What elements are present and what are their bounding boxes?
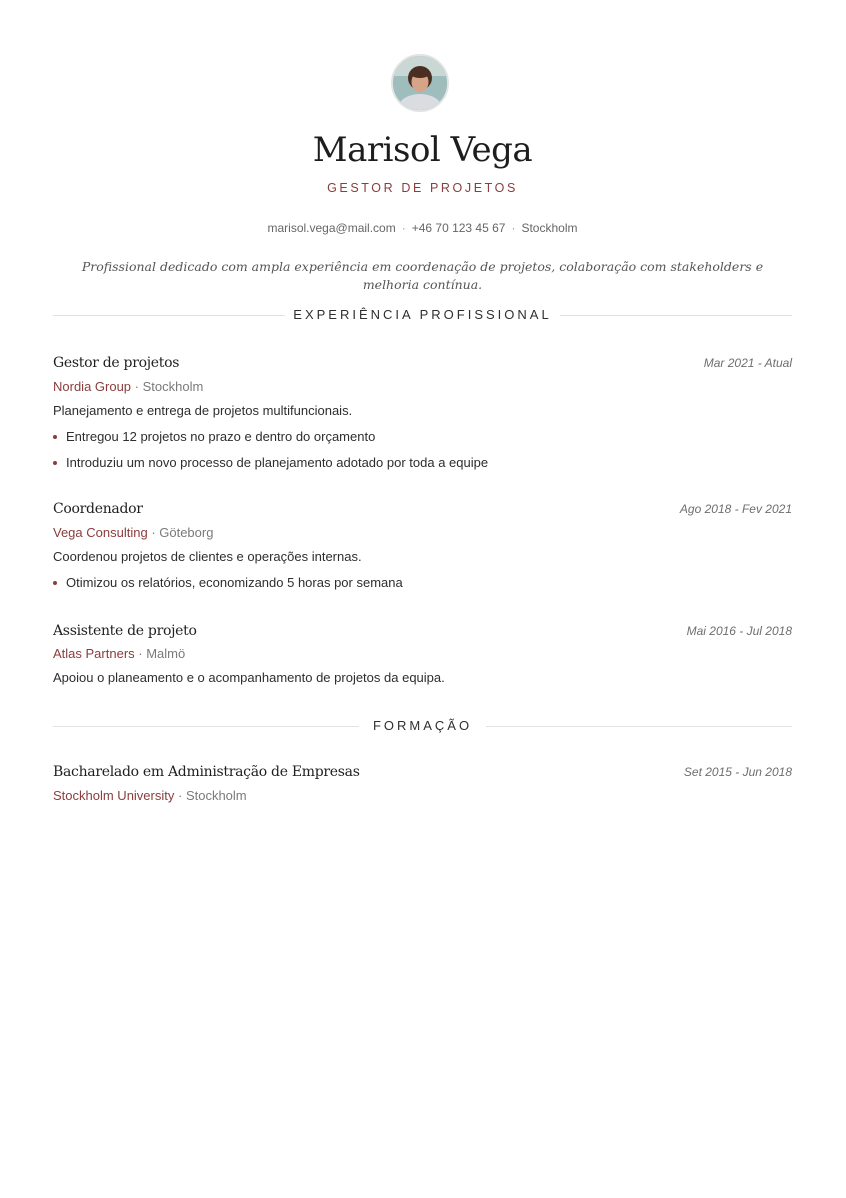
list-item: [53, 574, 403, 600]
company-location: · Göteborg: [151, 525, 214, 540]
section-rule-left: [53, 315, 285, 316]
company-location: · Malmö: [138, 646, 186, 661]
experience-entry: [53, 499, 792, 599]
entry-title: Assistente de projeto: [53, 623, 197, 639]
company-name: Vega Consulting: [53, 525, 148, 540]
phone-text: +46 70 123 45 67: [411, 221, 506, 235]
entry-organization: [53, 378, 203, 396]
entry-date: Mar 2021 - Atual: [703, 356, 792, 370]
entry-description: Coordenou projetos de clientes e operações internas.: [53, 549, 362, 564]
entry-organization: [53, 787, 247, 805]
bullet-text: Introduziu um novo processo de planejamento adotado por toda a equipe: [66, 455, 489, 470]
company-name: Atlas Partners: [53, 646, 135, 661]
list-item: [53, 454, 488, 480]
experience-entry: [53, 621, 792, 691]
entry-description: Apoiou o planeamento e o acompanhamento de projetos da equipa.: [53, 670, 445, 685]
section-rule-right: [486, 726, 792, 727]
entry-title: Gestor de projetos: [53, 355, 180, 371]
education-section-heading: [53, 717, 792, 735]
entry-date: Set 2015 - Jun 2018: [683, 765, 792, 779]
entry-title: Coordenador: [53, 501, 143, 517]
company-location: · Stockholm: [134, 379, 204, 394]
experience-entry: [53, 353, 792, 483]
entry-organization: [53, 524, 213, 542]
contact-separator: ·: [401, 221, 406, 235]
entry-date: Ago 2018 - Fev 2021: [679, 502, 792, 516]
profile-photo-avatar: [391, 54, 449, 112]
section-rule-left: [53, 726, 359, 727]
entry-date: Mai 2016 - Jul 2018: [686, 624, 792, 638]
education-entry: [53, 762, 792, 812]
city-text: Stockholm: [521, 221, 578, 235]
candidate-name: Marisol Vega: [312, 130, 533, 170]
achievement-list: [53, 428, 488, 480]
bullet-dot-icon: [53, 581, 57, 585]
bullet-dot-icon: [53, 461, 57, 465]
section-title: FORMAÇÃO: [359, 717, 486, 735]
entry-description: Planejamento e entrega de projetos multifuncionais.: [53, 403, 353, 418]
bullet-dot-icon: [53, 435, 57, 439]
entry-title: Bacharelado em Administração de Empresas: [53, 764, 360, 780]
profile-summary: Profissional dedicado com ampla experiência em coordenação de projetos, colaboração com stakeholders e melhoria contínua.: [81, 259, 764, 292]
bullet-text: Otimizou os relatórios, economizando 5 horas por semana: [66, 575, 403, 590]
section-title: EXPERIÊNCIA PROFISSIONAL: [285, 306, 560, 324]
contact-line: [53, 220, 792, 236]
company-name: Nordia Group: [53, 379, 132, 394]
job-title: GESTOR DE PROJETOS: [327, 181, 518, 195]
section-rule-right: [560, 315, 792, 316]
list-item: [53, 428, 488, 454]
person-portrait-icon: [393, 56, 447, 110]
institution-name: Stockholm University: [53, 788, 175, 803]
achievement-list: [53, 574, 403, 600]
experience-section-heading: [53, 306, 792, 324]
contact-separator: ·: [511, 221, 516, 235]
entry-organization: [53, 645, 185, 663]
email-text: marisol.vega@mail.com: [267, 221, 396, 235]
institution-location: · Stockholm: [178, 788, 247, 803]
bullet-text: Entregou 12 projetos no prazo e dentro do orçamento: [66, 429, 376, 444]
